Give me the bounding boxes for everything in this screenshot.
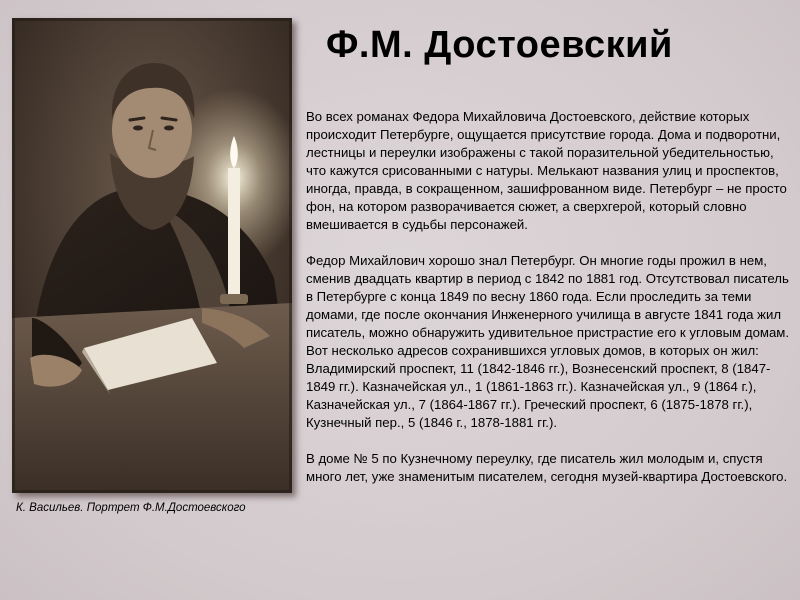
paragraph: Федор Михайлович хорошо знал Петербург. Он многие годы прожил в нем, сменив двадцать квартир в период с 1842 по 1881 год. Отсутствовал писатель в Петербурге с конца 1849 по весну 1860 года. Если проследить за теми домами, где после окончания Инженерного училища в августе 1841 года жил писатель, можно обнаружить удивительное пристрастие его к угловым домам. Вот несколько адресов сохранившихся угловых домов, в которых он жил: Владимирский проспект, 11 (1842-1846 гг.), Вознесенский проспект, 8 (1847-1849 гг.). Казначейская ул., 1 (1861-1863 гг.). Казначейская ул., 9 (1864 г.), Казначейская ул., 7 (1864-1867 гг.). Греческий проспект, 6 (1875-1878 гг.), Кузнечный пер., 5 (1846 г., 1878-1881 гг.). bbox=[306, 253, 790, 430]
page-title: Ф.М. Достоевский bbox=[326, 24, 673, 66]
portrait-image bbox=[12, 18, 292, 493]
body-text bbox=[306, 108, 794, 504]
portrait-caption: К. Васильев. Портрет Ф.М.Достоевского bbox=[16, 502, 246, 514]
paragraph: Во всех романах Федора Михайловича Достоевского, действие которых происходит Петербурге, ощущается присутствие города. Дома и подворотни, лестницы и переулки изображены с такой поразительной убедительностью, что кажутся срисованными с натуры. Мелькают названия улиц и проспектов, иногда, правда, в сокращенном, зашифрованном виде. Петербург – не просто фон, на котором разворачивается сюжет, а сверхгерой, который словно вмешивается в судьбы персонажей. bbox=[306, 109, 787, 232]
portrait-illustration bbox=[12, 18, 292, 493]
paragraph: В доме № 5 по Кузнечному переулку, где писатель жил молодым и, спустя много лет, уже знаменитым писателем, сегодня музей-квартира Достоевского. bbox=[306, 451, 788, 484]
